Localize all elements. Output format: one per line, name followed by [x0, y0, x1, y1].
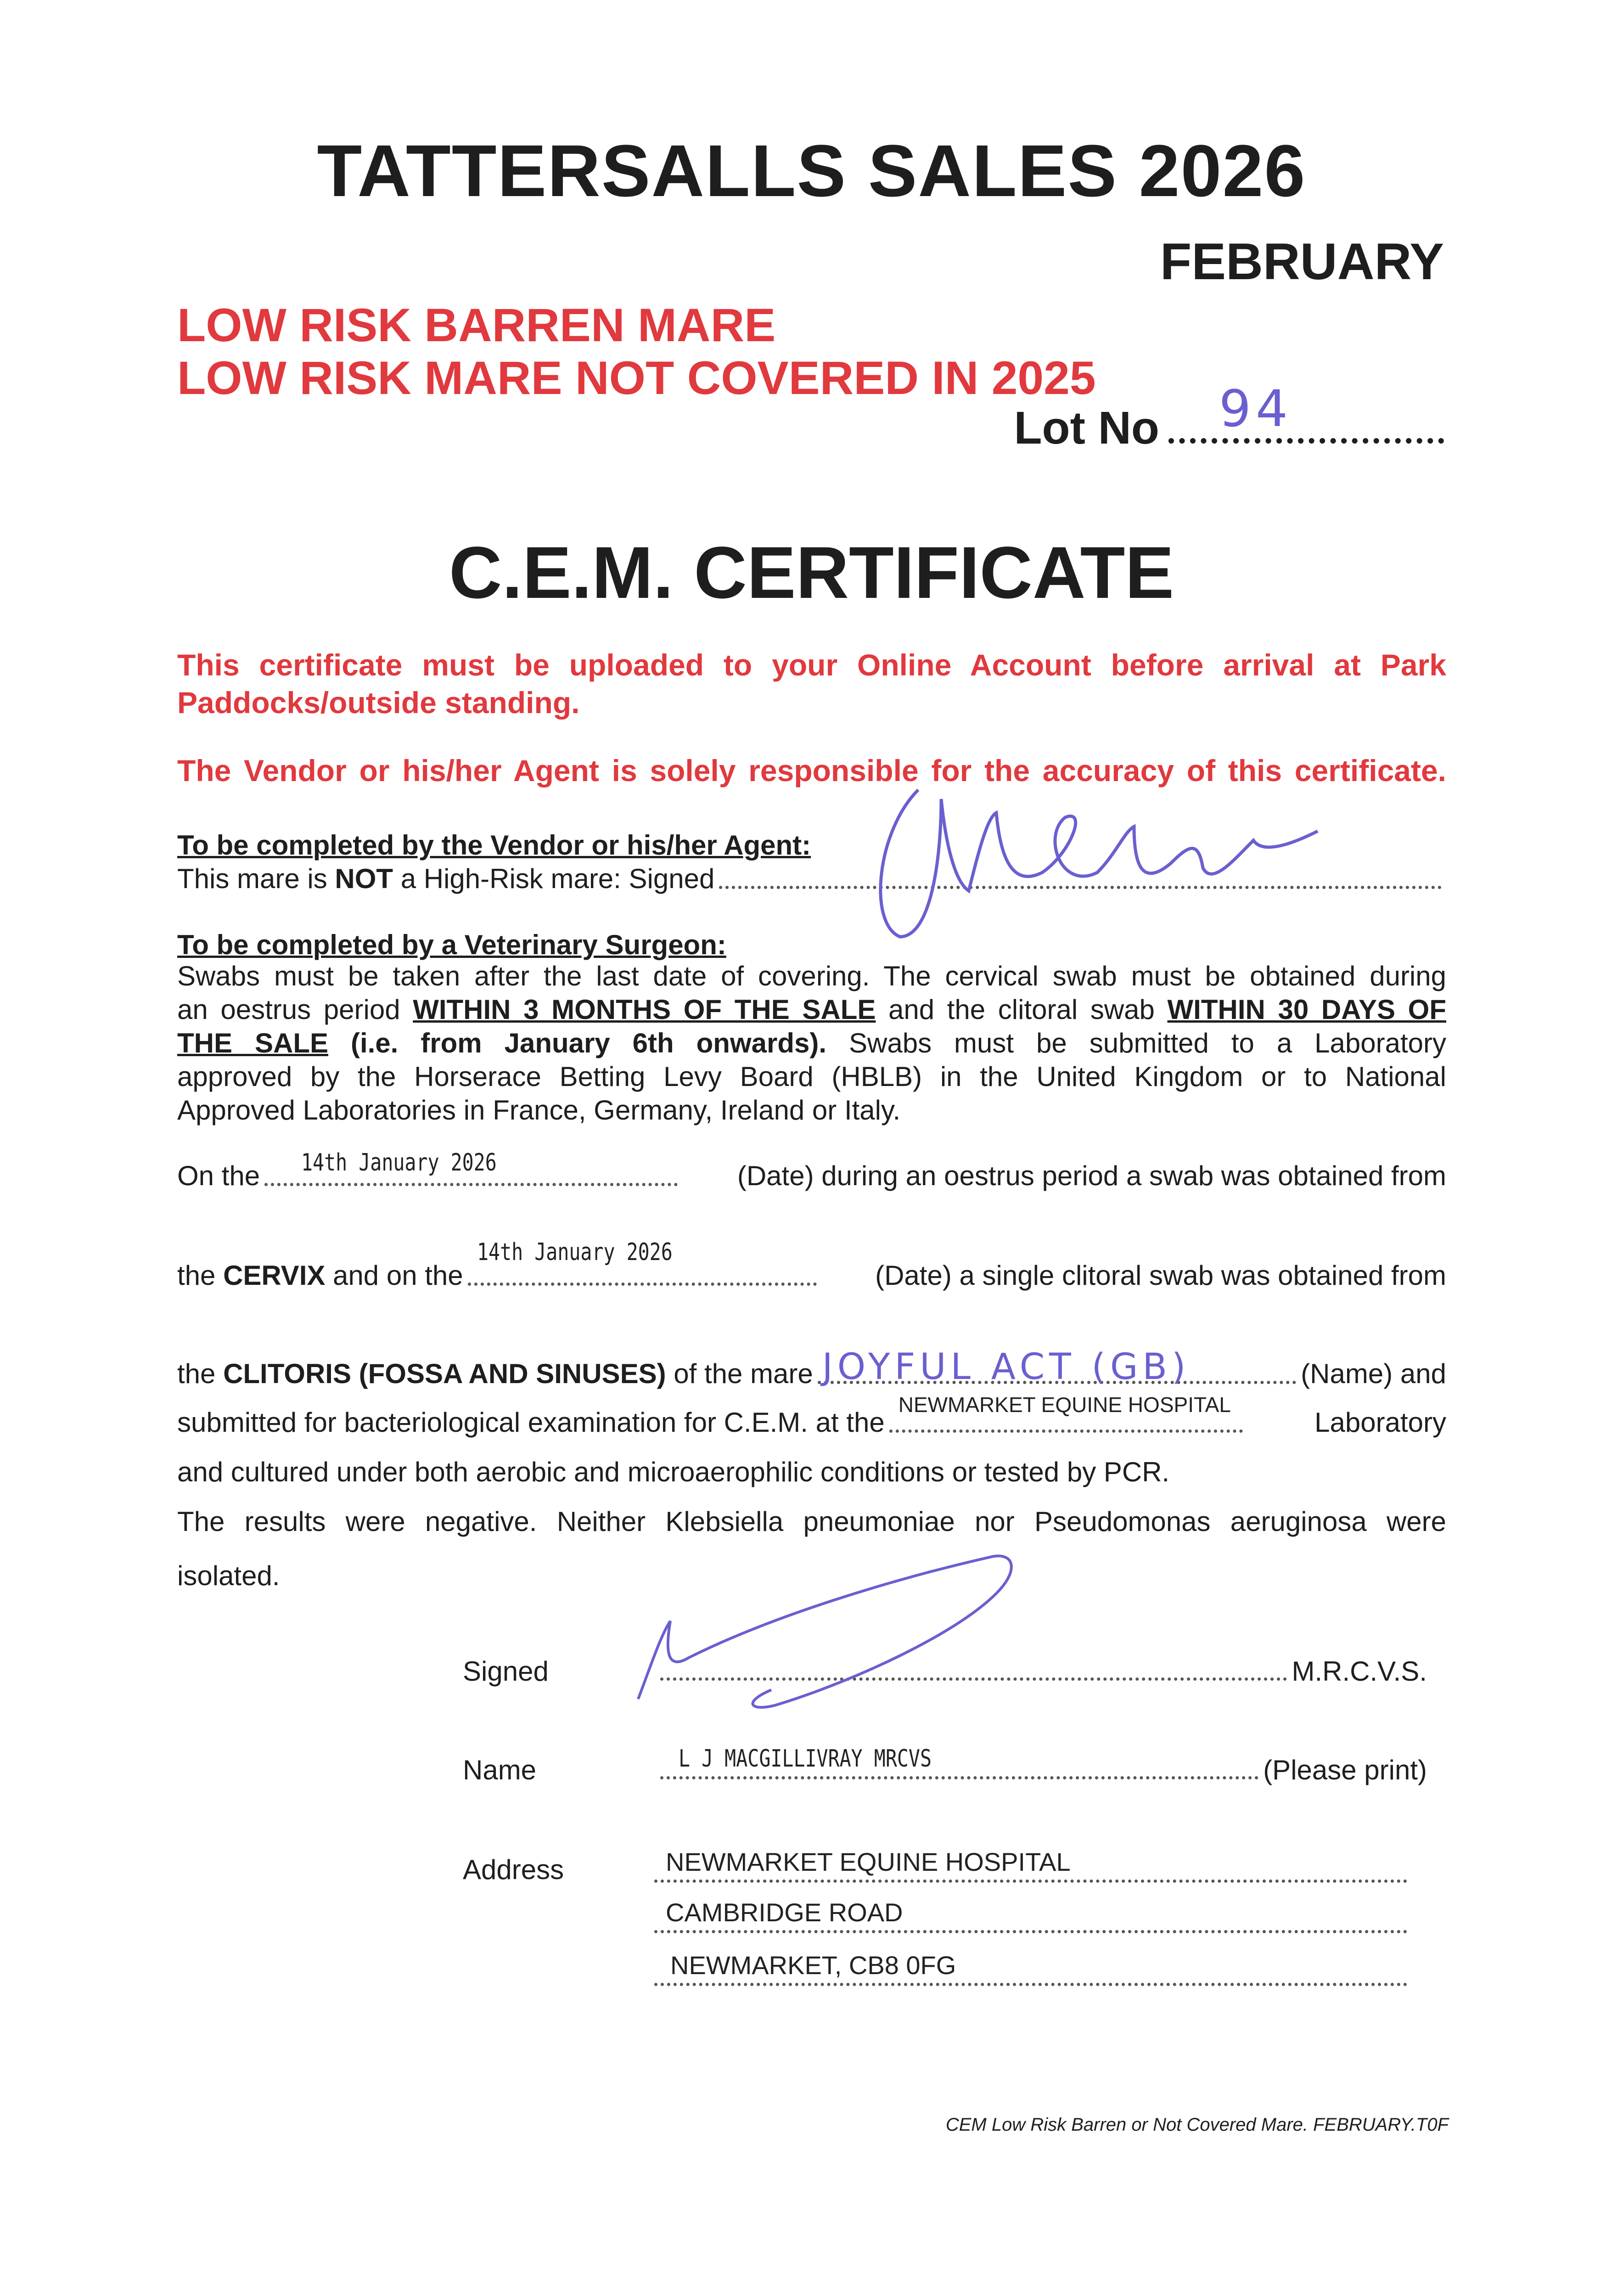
- category-line-2: LOW RISK MARE NOT COVERED IN 2025: [177, 352, 1096, 404]
- vendor-not: NOT: [335, 863, 393, 894]
- mare-name-line: the CLITORIS (FOSSA AND SINUSES) of the mare JOYFUL ACT (GB) (Name) and: [177, 1346, 1446, 1389]
- culture-text: and cultured under both aerobic and microaerophilic conditions or tested by PCR.: [177, 1457, 1170, 1487]
- clitoral-date-field[interactable]: [468, 1238, 817, 1286]
- mare-name: JOYFUL ACT (GB): [822, 1346, 1191, 1388]
- vet-signature-row: Signed M.R.C.V.S.: [463, 1656, 1427, 1687]
- address-line-1[interactable]: NEWMARKET EQUINE HOSPITAL: [654, 1846, 1407, 1883]
- cervix-date-line: On the 14th January 2026 (Date) during an oestrus period a swab was obtained from: [177, 1159, 1446, 1193]
- vet-signature-line[interactable]: [660, 1677, 1287, 1681]
- lot-number: 94: [1219, 379, 1292, 438]
- lot-number-field: [1014, 379, 1444, 455]
- responsibility-notice: The Vendor or his/her Agent is solely responsible for the accuracy of this certificate.: [177, 754, 1446, 788]
- vendor-declaration: [177, 862, 1446, 895]
- laboratory-line: submitted for bacteriological examination for C.E.M. at the NEWMARKET EQUINE HOSPITAL Laboratory: [177, 1406, 1446, 1439]
- laboratory-name: NEWMARKET EQUINE HOSPITAL: [898, 1393, 1231, 1417]
- vet-para-line-3: THE SALE (i.e. from January 6th onwards). Swabs must be submitted to a Laboratory: [177, 1028, 1447, 1058]
- vet-name: L J MACGILLIVRAY MRCVS: [679, 1745, 932, 1773]
- upload-notice-1: This certificate must be uploaded to your Online Account before arrival at Park: [177, 648, 1446, 682]
- address-line-2[interactable]: CAMBRIDGE ROAD: [654, 1896, 1407, 1933]
- category-line-1: LOW RISK BARREN MARE: [177, 299, 776, 351]
- footer-reference: CEM Low Risk Barren or Not Covered Mare. FEBRUARY.T0F: [945, 2115, 1449, 2135]
- laboratory-field[interactable]: [889, 1393, 1243, 1433]
- vet-para-line-2: an oestrus period WITHIN 3 MONTHS OF THE SALE and the clitoral swab WITHIN 30 DAYS OF: [177, 994, 1446, 1025]
- vendor-text: This mare is: [177, 863, 335, 894]
- document-title: TATTERSALLS SALES 2026: [317, 129, 1306, 212]
- clitoral-date-line: the CERVIX and on the 14th January 2026 (Date) a single clitoral swab was obtained from: [177, 1259, 1446, 1292]
- vendor-signature-line[interactable]: [719, 886, 1442, 889]
- address-line-3[interactable]: NEWMARKET, CB8 0FG: [654, 1949, 1407, 1986]
- vendor-heading: To be completed by the Vendor or his/her Agent:: [177, 830, 811, 861]
- vet-para-line-4: approved by the Horserace Betting Levy Board (HBLB) in the United Kingdom or to National: [177, 1061, 1446, 1092]
- cervix-date: 14th January 2026: [301, 1149, 497, 1176]
- upload-notice-2: Paddocks/outside standing.: [177, 686, 580, 720]
- isolated-text: isolated.: [177, 1560, 280, 1591]
- vet-name-row: Name L J MACGILLIVRAY MRCVS (Please print): [463, 1745, 1427, 1785]
- vendor-signed-label: a High-Risk mare: Signed: [393, 863, 715, 894]
- cervix-date-field[interactable]: [264, 1149, 678, 1186]
- mare-name-field[interactable]: [818, 1346, 1296, 1388]
- lot-label: Lot No: [1014, 402, 1159, 454]
- sale-month: FEBRUARY: [1160, 233, 1444, 290]
- vet-para-line-1: Swabs must be taken after the last date of covering. The cervical swab must be obtained during: [177, 961, 1446, 991]
- vet-para-line-5: Approved Laboratories in France, Germany, Ireland or Italy.: [177, 1095, 901, 1125]
- certificate-title: C.E.M. CERTIFICATE: [449, 531, 1174, 613]
- clitoral-date: 14th January 2026: [477, 1238, 673, 1266]
- address-label: Address: [463, 1854, 564, 1885]
- results-text: The results were negative. Neither Klebsiella pneumoniae nor Pseudomonas aeruginosa were: [177, 1506, 1446, 1537]
- vet-heading: To be completed by a Veterinary Surgeon:: [177, 929, 726, 960]
